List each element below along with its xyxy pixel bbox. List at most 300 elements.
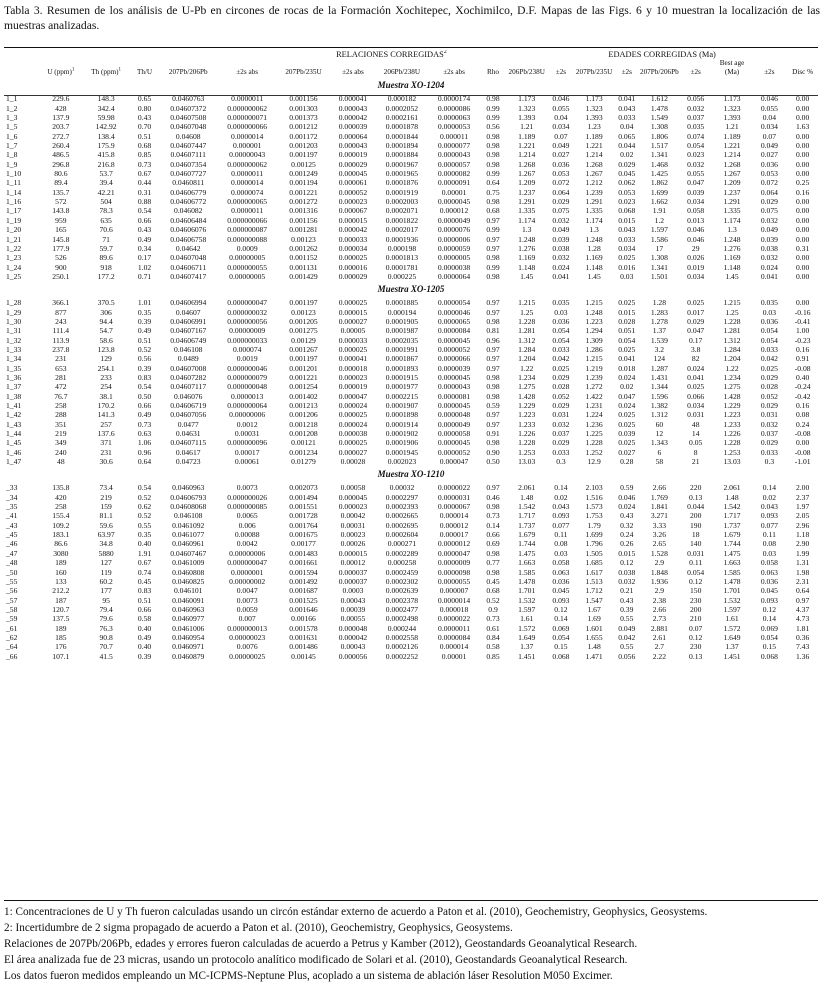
- table-cell: 0.73: [486, 614, 500, 624]
- table-cell: 0.64: [137, 457, 152, 467]
- table-row: [4, 502, 818, 511]
- table-cell: 0.0000074: [231, 187, 264, 197]
- table-row: [4, 549, 818, 558]
- table-row: [4, 150, 818, 159]
- table-cell: 0.00: [795, 150, 810, 160]
- analysis-id: 1_33: [6, 344, 22, 354]
- table-cell: 0.0000009: [437, 558, 471, 568]
- table-cell: 0.023: [618, 197, 636, 207]
- table-cell: 0.000000066: [227, 122, 268, 132]
- analysis-id: _55: [6, 576, 18, 586]
- table-cell: 2.881: [650, 623, 668, 633]
- table-cell: 0.56: [486, 122, 500, 132]
- table-cell: 1.663: [723, 558, 741, 568]
- table-cell: 0.98: [486, 567, 500, 577]
- table-cell: 12.9: [587, 457, 601, 467]
- table-cell: 0.000007: [439, 586, 469, 596]
- table-cell: 0.00: [795, 141, 810, 151]
- table-cell: 39.4: [99, 178, 113, 188]
- table-cell: 0.46: [486, 492, 500, 502]
- table-cell: 0.0000031: [437, 492, 471, 502]
- table-cell: 1.268: [723, 159, 741, 169]
- analysis-id: 1_35: [6, 363, 22, 373]
- table-cell: 0.0002378: [385, 595, 419, 605]
- table-cell: 1.841: [650, 502, 668, 512]
- table-cell: 1.475: [723, 548, 741, 558]
- table-cell: 0.025: [618, 344, 636, 354]
- table-cell: 0.66: [137, 215, 152, 225]
- table-cell: 0.0002459: [385, 567, 419, 577]
- table-cell: 0.0460811: [172, 178, 205, 188]
- table-cell: 0.0000049: [437, 419, 471, 429]
- table-cell: 1.806: [650, 131, 668, 141]
- table-cell: 0.51: [137, 595, 152, 605]
- table-cell: 1.585: [723, 567, 741, 577]
- table-cell: 0.046108: [173, 511, 203, 521]
- table-cell: 4.73: [795, 614, 810, 624]
- table-cell: 0.39: [137, 316, 152, 326]
- table-cell: 0.58: [486, 642, 500, 652]
- table-cell: 1.248: [585, 307, 603, 317]
- table-cell: 2.061: [518, 483, 536, 493]
- table-cell: 0.00005: [340, 326, 366, 336]
- analysis-id: _66: [6, 651, 18, 661]
- table-cell: 0.074: [687, 131, 705, 141]
- table-cell: 0.03: [762, 307, 777, 317]
- table-cell: 0.055: [687, 169, 705, 179]
- table-cell: -0.23: [794, 335, 811, 345]
- table-cell: 34.8: [99, 539, 113, 549]
- table-cell: 0.32: [620, 520, 634, 530]
- table-cell: 0.0000006: [437, 234, 471, 244]
- table-cell: 0.0000011: [231, 169, 264, 179]
- table-cell: 0.0001919: [385, 187, 419, 197]
- analysis-id: _33: [6, 483, 18, 493]
- table-cell: 0.97: [486, 243, 500, 253]
- table-cell: 0.0000022: [437, 614, 471, 624]
- table-cell: 0.00: [795, 225, 810, 235]
- table-cell: 0.97: [486, 234, 500, 244]
- table-cell: 0.0000045: [437, 197, 471, 207]
- table-cell: 0.054: [760, 632, 778, 642]
- table-cell: 0.00043: [340, 642, 366, 652]
- analysis-id: 1_16: [6, 197, 22, 207]
- table-cell: 0.98: [486, 316, 500, 326]
- table-cell: 0.025: [687, 298, 705, 308]
- table-cell: -0.42: [794, 391, 811, 401]
- table-row: [4, 104, 818, 113]
- table-cell: 504: [100, 197, 112, 207]
- table-cell: 0.025: [760, 363, 778, 373]
- table-cell: 0.0001906: [385, 438, 419, 448]
- table-cell: 0.000047: [439, 457, 469, 467]
- table-cell: 0.039: [687, 187, 705, 197]
- table-cell: 1.737: [723, 520, 741, 530]
- table-cell: 5880: [98, 548, 114, 558]
- analysis-id: 1_9: [6, 159, 18, 169]
- table-cell: 1.737: [518, 520, 536, 530]
- table-cell: 1.471: [585, 651, 603, 661]
- table-cell: 0.00028: [340, 457, 366, 467]
- table-cell: 1.22: [520, 363, 534, 373]
- analysis-id: _62: [6, 632, 18, 642]
- table-cell: 76.3: [99, 623, 113, 633]
- table-cell: 1.272: [585, 382, 603, 392]
- table-cell: 0.3: [556, 457, 566, 467]
- relations-header: RELACIONES CORREGIDAS$^2$: [336, 50, 447, 59]
- table-cell: 0.0461077: [172, 530, 205, 540]
- analysis-id: _41: [6, 511, 18, 521]
- table-cell: 76.7: [54, 391, 68, 401]
- table-row: [4, 420, 818, 429]
- table-cell: 78.3: [99, 206, 113, 216]
- table-cell: 0.59: [486, 401, 500, 410]
- table-cell: 0.034: [760, 122, 778, 132]
- table-cell: 95: [102, 595, 110, 605]
- table-cell: 0.000067: [338, 206, 368, 216]
- table-cell: 0.054: [552, 326, 570, 336]
- table-cell: 1.431: [650, 372, 668, 382]
- table-cell: 1.18: [795, 530, 810, 540]
- sample-group-row: [4, 466, 818, 483]
- table-cell: 0.00017: [234, 447, 260, 457]
- table-cell: 0.001687: [289, 586, 318, 596]
- table-cell: 0.0000005: [437, 253, 471, 263]
- table-cell: 0.00: [795, 94, 810, 104]
- table-cell: 0.0002302: [385, 576, 419, 586]
- table-cell: 0.034: [687, 197, 705, 207]
- table-cell: 0.00031: [340, 520, 366, 530]
- table-cell: 1.679: [723, 530, 741, 540]
- table-cell: 0.00000009: [229, 326, 266, 336]
- table-cell: 0.0460977: [172, 614, 205, 624]
- table-cell: 177.9: [52, 243, 70, 253]
- table-row: [4, 345, 818, 354]
- table-cell: 1.312: [650, 410, 668, 420]
- table-cell: 0.033: [618, 113, 636, 123]
- table-cell: 0.000000087: [227, 225, 268, 235]
- table-cell: -0.08: [794, 447, 811, 457]
- table-cell: 2.73: [652, 614, 667, 624]
- col-best-age: Best age (Ma): [719, 59, 745, 77]
- table-cell: 1.655: [585, 632, 603, 642]
- table-cell: 0.002023: [387, 457, 417, 467]
- table-cell: 0.000042: [338, 113, 368, 123]
- table-cell: 0.64: [795, 586, 810, 596]
- table-cell: 0.000198: [387, 243, 417, 253]
- table-cell: 1.237: [518, 187, 536, 197]
- table-cell: 0.62: [137, 502, 152, 512]
- table-cell: 0.0460091: [172, 595, 205, 605]
- table-cell: 0.000016: [338, 262, 368, 272]
- table-cell: 7.43: [795, 642, 810, 652]
- table-cell: 0.00: [795, 113, 810, 123]
- table-cell: 0.35: [137, 530, 152, 540]
- table-cell: 0.029: [552, 197, 570, 207]
- table-cell: 0.04606758: [170, 234, 207, 244]
- table-cell: 1.189: [723, 131, 741, 141]
- table-cell: 0.31: [137, 187, 152, 197]
- table-cell: 0.0000084: [437, 632, 471, 642]
- table-cell: 0.000074: [232, 344, 262, 354]
- table-cell: 0.000061: [338, 178, 368, 188]
- table-cell: 371: [100, 438, 112, 448]
- table-cell: 70.6: [99, 225, 113, 235]
- table-cell: 0.043: [618, 225, 636, 235]
- header-rule: [4, 95, 818, 96]
- table-cell: 0.70: [137, 122, 152, 132]
- table-cell: 1.45: [520, 271, 534, 281]
- table-cell: 0.52: [486, 595, 500, 605]
- table-row: [4, 113, 818, 122]
- table-cell: 0.65: [137, 94, 152, 104]
- table-cell: 0.04606793: [170, 492, 207, 502]
- table-cell: 0.71: [137, 271, 152, 281]
- table-cell: 1.37: [520, 642, 534, 652]
- table-cell: 1.48: [520, 492, 534, 502]
- table-row: [4, 225, 818, 234]
- table-cell: 0.049: [552, 141, 570, 151]
- table-cell: -0.08: [794, 429, 811, 439]
- table-cell: 1.597: [723, 604, 741, 614]
- table-cell: 0.04723: [175, 457, 201, 467]
- sample-name: Muestra XO-1204: [377, 80, 445, 91]
- table-cell: 1.393: [585, 113, 603, 123]
- table-cell: 0.00088: [234, 530, 260, 540]
- table-cell: 0.04606779: [170, 187, 207, 197]
- table-cell: 0.73: [486, 511, 500, 521]
- table-cell: 0.54: [137, 483, 152, 493]
- table-cell: 0.036: [552, 159, 570, 169]
- table-cell: 0.000027: [338, 316, 368, 326]
- table-cell: 0.000064: [338, 131, 368, 141]
- table-cell: 1.174: [518, 215, 536, 225]
- table-cell: 0.54: [137, 206, 152, 216]
- table-cell: 2.00: [795, 483, 810, 493]
- table-row: [4, 263, 818, 272]
- table-cell: 0.028: [618, 316, 636, 326]
- table-cell: 342.4: [97, 103, 115, 113]
- table-row: [4, 178, 818, 187]
- table-row: [4, 539, 818, 548]
- table-cell: 1.37: [652, 326, 667, 336]
- table-cell: 0.000012: [439, 520, 469, 530]
- table-cell: 0.000023: [338, 502, 368, 512]
- table-row: [4, 206, 818, 215]
- data-table: [4, 50, 818, 661]
- table-cell: 1.291: [518, 197, 536, 207]
- table-row: [4, 586, 818, 595]
- table-cell: 0.52: [137, 511, 152, 521]
- table-cell: 0.0000043: [437, 150, 471, 160]
- table-cell: 653: [55, 363, 67, 373]
- table-cell: 0.001221: [289, 187, 318, 197]
- table-cell: 0.98: [486, 253, 500, 263]
- table-cell: 1.69: [587, 614, 601, 624]
- table-cell: 1.572: [723, 623, 741, 633]
- table-cell: 135.7: [52, 187, 70, 197]
- table-cell: 143.8: [52, 206, 70, 216]
- table-cell: 3.33: [652, 520, 667, 530]
- table-cell: 1.701: [518, 586, 536, 596]
- analysis-id: 1_38: [6, 391, 22, 401]
- table-cell: 17: [655, 243, 664, 253]
- table-cell: 0.000023: [338, 372, 368, 382]
- table-cell: 231: [55, 354, 67, 364]
- table-cell: 0.054: [687, 567, 705, 577]
- table-cell: 0.0001885: [385, 298, 419, 308]
- table-cell: 1.478: [518, 576, 536, 586]
- table-cell: 0.016: [618, 262, 636, 272]
- table-cell: 2.96: [795, 520, 810, 530]
- table-cell: 0.044: [687, 502, 705, 512]
- analysis-id: _64: [6, 642, 18, 652]
- table-cell: 0.12: [689, 632, 703, 642]
- table-cell: 1.848: [650, 567, 668, 577]
- table-cell: 0.07: [689, 623, 703, 633]
- table-cell: 141.3: [97, 410, 115, 420]
- table-cell: 0.00166: [291, 614, 316, 624]
- table-cell: 0.0002665: [385, 511, 419, 521]
- table-cell: 0.52: [137, 344, 152, 354]
- table-cell: 0.027: [552, 150, 570, 160]
- footnote-1: 1: Concentraciones de U y Th fueron calculadas usando un circón estándar externo de acuerdo a Paton et al. (2010), Geochemistry, Geophysics, Geosystems.: [4, 906, 708, 918]
- table-cell: 0.16: [795, 344, 810, 354]
- table-cell: 0.00121: [291, 438, 316, 448]
- table-cell: 1.343: [650, 438, 668, 448]
- table-cell: 1.717: [723, 511, 741, 521]
- analysis-id: 1_28: [6, 298, 22, 308]
- analysis-id: 1_45: [6, 438, 22, 448]
- table-cell: 42.21: [97, 187, 115, 197]
- table-cell: 0.99: [486, 113, 500, 123]
- table-cell: 0.66: [137, 604, 152, 614]
- table-cell: 0.0002252: [385, 651, 419, 661]
- table-cell: 0.024: [618, 502, 636, 512]
- table-cell: 0.000000062: [227, 103, 268, 113]
- table-cell: 0.039: [618, 429, 636, 439]
- table-cell: 0.0002035: [385, 335, 419, 345]
- analysis-id: 1_47: [6, 457, 22, 467]
- table-cell: 0.017: [687, 307, 705, 317]
- table-cell: 0.029: [760, 401, 778, 410]
- table-cell: 0.032: [760, 215, 778, 225]
- table-cell: 0.001646: [289, 604, 318, 614]
- analysis-id: 1_21: [6, 234, 22, 244]
- table-row: [4, 401, 818, 410]
- table-cell: 0.00061: [234, 457, 260, 467]
- table-cell: 0.041: [618, 354, 636, 364]
- table-cell: 0.07: [762, 131, 777, 141]
- table-cell: 0.001275: [289, 326, 318, 336]
- table-cell: 0.0001893: [385, 363, 419, 373]
- table-cell: 79.4: [99, 604, 113, 614]
- table-cell: 0.0001905: [385, 316, 419, 326]
- table-cell: 3.271: [650, 511, 668, 521]
- table-cell: 0.036: [760, 576, 778, 586]
- table-cell: 0.00000005: [229, 271, 266, 281]
- table-cell: 0.000034: [338, 243, 368, 253]
- table-cell: 0.0001876: [385, 178, 419, 188]
- table-cell: 0.0047: [236, 586, 258, 596]
- table-cell: 0.065: [618, 131, 636, 141]
- table-cell: 0.000000079: [227, 372, 268, 382]
- table-cell: 0.069: [760, 623, 778, 633]
- table-cell: 0.001594: [289, 567, 318, 577]
- table-cell: 0.002073: [289, 483, 318, 493]
- table-cell: 0.04607048: [170, 122, 207, 132]
- table-cell: 1.532: [518, 595, 536, 605]
- table-cell: 0.97: [486, 363, 500, 373]
- table-cell: 0.04607354: [170, 159, 207, 169]
- analysis-id: 1_30: [6, 316, 22, 326]
- table-cell: 0.000041: [338, 354, 368, 364]
- table-cell: 2.38: [652, 595, 667, 605]
- table-cell: 254: [100, 382, 112, 392]
- analysis-id: 1_8: [6, 150, 18, 160]
- table-cell: 0.029: [552, 401, 570, 410]
- table-cell: 0.34: [137, 243, 152, 253]
- table-cell: 0.046101: [173, 586, 203, 596]
- table-cell: 0.075: [760, 206, 778, 216]
- table-cell: 0.000000066: [227, 215, 268, 225]
- table-cell: 0.75: [486, 187, 500, 197]
- table-cell: 1.234: [518, 372, 536, 382]
- table-cell: 0.035: [552, 298, 570, 308]
- table-cell: 0.000045: [338, 169, 368, 179]
- table-cell: 1.169: [585, 253, 603, 263]
- table-cell: 0.08: [554, 539, 568, 549]
- table-cell: 0.00032: [389, 483, 415, 493]
- table-cell: 1.275: [723, 382, 741, 392]
- table-cell: 1.223: [585, 316, 603, 326]
- table-cell: 0.054: [552, 335, 570, 345]
- table-cell: 0.97: [486, 298, 500, 308]
- table-row: [4, 633, 818, 642]
- table-cell: 0.000024: [338, 401, 368, 410]
- table-cell: 0.000012: [439, 206, 469, 216]
- table-cell: 53.7: [99, 169, 113, 179]
- table-cell: 0.019: [687, 262, 705, 272]
- table-cell: 0.02: [762, 492, 777, 502]
- table-cell: 0.67: [137, 558, 152, 568]
- table-cell: 0.00012: [340, 558, 366, 568]
- table-cell: 1.228: [518, 316, 536, 326]
- table-cell: 1.542: [723, 502, 741, 512]
- table-cell: 1.91: [137, 548, 152, 558]
- table-cell: 0.91: [795, 354, 810, 364]
- table-cell: 0.0000045: [437, 372, 471, 382]
- table-cell: 1.223: [518, 410, 536, 420]
- table-cell: 1.91: [652, 206, 667, 216]
- table-cell: 0.001262: [289, 243, 318, 253]
- table-cell: 2.37: [795, 492, 810, 502]
- table-row: [4, 392, 818, 401]
- table-cell: 0.034: [687, 401, 705, 410]
- table-cell: 0.000038: [338, 429, 368, 439]
- table-cell: 160: [55, 567, 67, 577]
- table-cell: 254.1: [97, 363, 115, 373]
- table-cell: 0.000000047: [227, 558, 268, 568]
- table-cell: 0.12: [620, 558, 634, 568]
- table-row: [4, 577, 818, 586]
- table-cell: 0.042: [760, 354, 778, 364]
- table-cell: 1.505: [585, 548, 603, 558]
- table-cell: 0.00000005: [229, 253, 266, 263]
- table-cell: 0.0002393: [385, 502, 419, 512]
- table-cell: 1.341: [650, 150, 668, 160]
- top-rule: [4, 47, 818, 48]
